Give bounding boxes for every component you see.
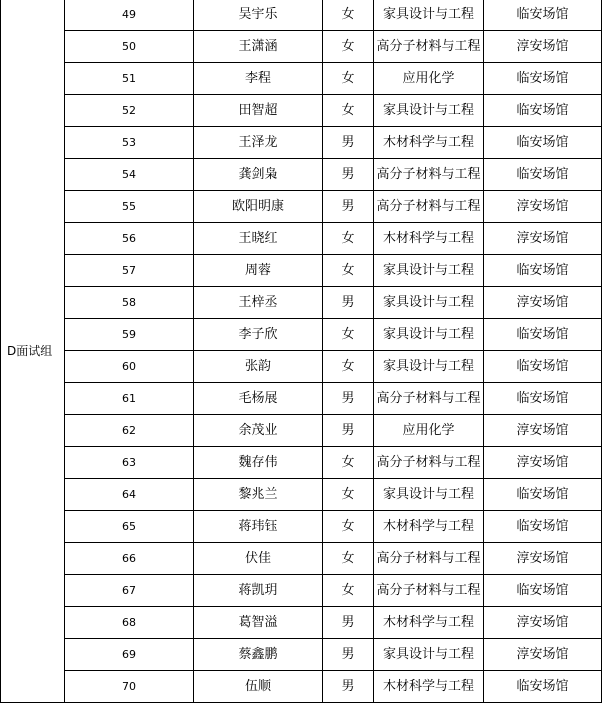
cell-major: 高分子材料与工程: [374, 191, 484, 223]
cell-number: 51: [65, 63, 194, 95]
cell-major: 家具设计与工程: [374, 639, 484, 671]
cell-number: 57: [65, 255, 194, 287]
cell-venue: 临安场馆: [484, 671, 602, 703]
cell-venue: 淳安场馆: [484, 31, 602, 63]
cell-name: 李子欣: [194, 319, 323, 351]
cell-major: 家具设计与工程: [374, 319, 484, 351]
cell-name: 王泽龙: [194, 127, 323, 159]
cell-number: 63: [65, 447, 194, 479]
cell-major: 家具设计与工程: [374, 255, 484, 287]
cell-gender: 男: [323, 287, 374, 319]
table-row: [1, 191, 602, 223]
cell-gender: 女: [323, 63, 374, 95]
cell-major: 应用化学: [374, 63, 484, 95]
cell-venue: 临安场馆: [484, 255, 602, 287]
table-row: [1, 607, 602, 639]
table-row: [1, 287, 602, 319]
cell-gender: 女: [323, 223, 374, 255]
table-row: [1, 255, 602, 287]
cell-number: 59: [65, 319, 194, 351]
cell-major: 应用化学: [374, 415, 484, 447]
cell-name: 王梓丞: [194, 287, 323, 319]
cell-name: 葛智溢: [194, 607, 323, 639]
table-row: [1, 479, 602, 511]
cell-gender: 女: [323, 319, 374, 351]
cell-name: 黎兆兰: [194, 479, 323, 511]
cell-major: 木材科学与工程: [374, 511, 484, 543]
cell-name: 伏佳: [194, 543, 323, 575]
cell-number: 62: [65, 415, 194, 447]
cell-venue: 淳安场馆: [484, 191, 602, 223]
cell-name: 魏存伟: [194, 447, 323, 479]
cell-venue: 临安场馆: [484, 319, 602, 351]
cell-number: 56: [65, 223, 194, 255]
cell-number: 61: [65, 383, 194, 415]
cell-major: 家具设计与工程: [374, 479, 484, 511]
roster-body: [1, 0, 602, 703]
cell-name: 龚剑枭: [194, 159, 323, 191]
cell-major: 家具设计与工程: [374, 95, 484, 127]
cell-name: 伍顺: [194, 671, 323, 703]
cell-venue: 临安场馆: [484, 511, 602, 543]
table-row: [1, 511, 602, 543]
cell-gender: 男: [323, 415, 374, 447]
cell-venue: 临安场馆: [484, 351, 602, 383]
cell-venue: 淳安场馆: [484, 415, 602, 447]
table-row: [1, 383, 602, 415]
cell-major: 木材科学与工程: [374, 671, 484, 703]
table-row: [1, 415, 602, 447]
cell-gender: 男: [323, 191, 374, 223]
cell-name: 田智超: [194, 95, 323, 127]
cell-gender: 女: [323, 95, 374, 127]
cell-major: 高分子材料与工程: [374, 575, 484, 607]
cell-gender: 女: [323, 0, 374, 31]
cell-number: 65: [65, 511, 194, 543]
table-row: [1, 447, 602, 479]
table-row: [1, 31, 602, 63]
cell-gender: 男: [323, 127, 374, 159]
cell-venue: 临安场馆: [484, 63, 602, 95]
cell-major: 高分子材料与工程: [374, 447, 484, 479]
cell-venue: 临安场馆: [484, 127, 602, 159]
table-row: [1, 0, 602, 31]
cell-number: 70: [65, 671, 194, 703]
group-label: D面试组: [1, 0, 65, 703]
cell-gender: 男: [323, 607, 374, 639]
cell-venue: 淳安场馆: [484, 287, 602, 319]
table-row: [1, 95, 602, 127]
table-row: [1, 671, 602, 703]
cell-gender: 女: [323, 479, 374, 511]
cell-major: 家具设计与工程: [374, 0, 484, 31]
cell-major: 家具设计与工程: [374, 287, 484, 319]
cell-number: 58: [65, 287, 194, 319]
cell-number: 53: [65, 127, 194, 159]
cell-venue: 临安场馆: [484, 159, 602, 191]
cell-major: 高分子材料与工程: [374, 383, 484, 415]
cell-gender: 男: [323, 671, 374, 703]
cell-venue: 临安场馆: [484, 575, 602, 607]
cell-number: 67: [65, 575, 194, 607]
cell-gender: 女: [323, 511, 374, 543]
cell-name: 蒋玮钰: [194, 511, 323, 543]
cell-name: 欧阳明康: [194, 191, 323, 223]
cell-number: 50: [65, 31, 194, 63]
cell-venue: 临安场馆: [484, 479, 602, 511]
cell-number: 52: [65, 95, 194, 127]
cell-name: 周蓉: [194, 255, 323, 287]
cell-gender: 女: [323, 575, 374, 607]
cell-name: 李程: [194, 63, 323, 95]
cell-major: 高分子材料与工程: [374, 31, 484, 63]
cell-number: 66: [65, 543, 194, 575]
cell-gender: 男: [323, 639, 374, 671]
cell-number: 60: [65, 351, 194, 383]
cell-number: 55: [65, 191, 194, 223]
cell-major: 木材科学与工程: [374, 607, 484, 639]
cell-name: 蔡鑫鹏: [194, 639, 323, 671]
cell-name: 余茂业: [194, 415, 323, 447]
cell-venue: 淳安场馆: [484, 223, 602, 255]
cell-number: 54: [65, 159, 194, 191]
cell-venue: 淳安场馆: [484, 447, 602, 479]
cell-gender: 女: [323, 255, 374, 287]
table-row: [1, 63, 602, 95]
cell-number: 49: [65, 0, 194, 31]
cell-name: 吴宇乐: [194, 0, 323, 31]
cell-number: 69: [65, 639, 194, 671]
cell-gender: 女: [323, 447, 374, 479]
cell-major: 高分子材料与工程: [374, 543, 484, 575]
cell-venue: 淳安场馆: [484, 639, 602, 671]
cell-venue: 临安场馆: [484, 95, 602, 127]
cell-gender: 女: [323, 351, 374, 383]
cell-gender: 女: [323, 31, 374, 63]
table-row: [1, 543, 602, 575]
cell-major: 木材科学与工程: [374, 223, 484, 255]
cell-major: 木材科学与工程: [374, 127, 484, 159]
cell-venue: 淳安场馆: [484, 607, 602, 639]
table-row: [1, 127, 602, 159]
cell-number: 64: [65, 479, 194, 511]
table-row: [1, 575, 602, 607]
cell-name: 张韵: [194, 351, 323, 383]
cell-name: 王晓红: [194, 223, 323, 255]
cell-venue: 临安场馆: [484, 0, 602, 31]
cell-gender: 男: [323, 383, 374, 415]
cell-major: 高分子材料与工程: [374, 159, 484, 191]
table-row: [1, 319, 602, 351]
cell-name: 王潇涵: [194, 31, 323, 63]
cell-gender: 男: [323, 159, 374, 191]
cell-major: 家具设计与工程: [374, 351, 484, 383]
cell-number: 68: [65, 607, 194, 639]
table-row: [1, 159, 602, 191]
cell-venue: 临安场馆: [484, 383, 602, 415]
cell-venue: 淳安场馆: [484, 543, 602, 575]
table-row: [1, 639, 602, 671]
cell-name: 蒋凯玥: [194, 575, 323, 607]
table-row: [1, 351, 602, 383]
cell-name: 毛杨展: [194, 383, 323, 415]
table-row: [1, 223, 602, 255]
cell-gender: 女: [323, 543, 374, 575]
